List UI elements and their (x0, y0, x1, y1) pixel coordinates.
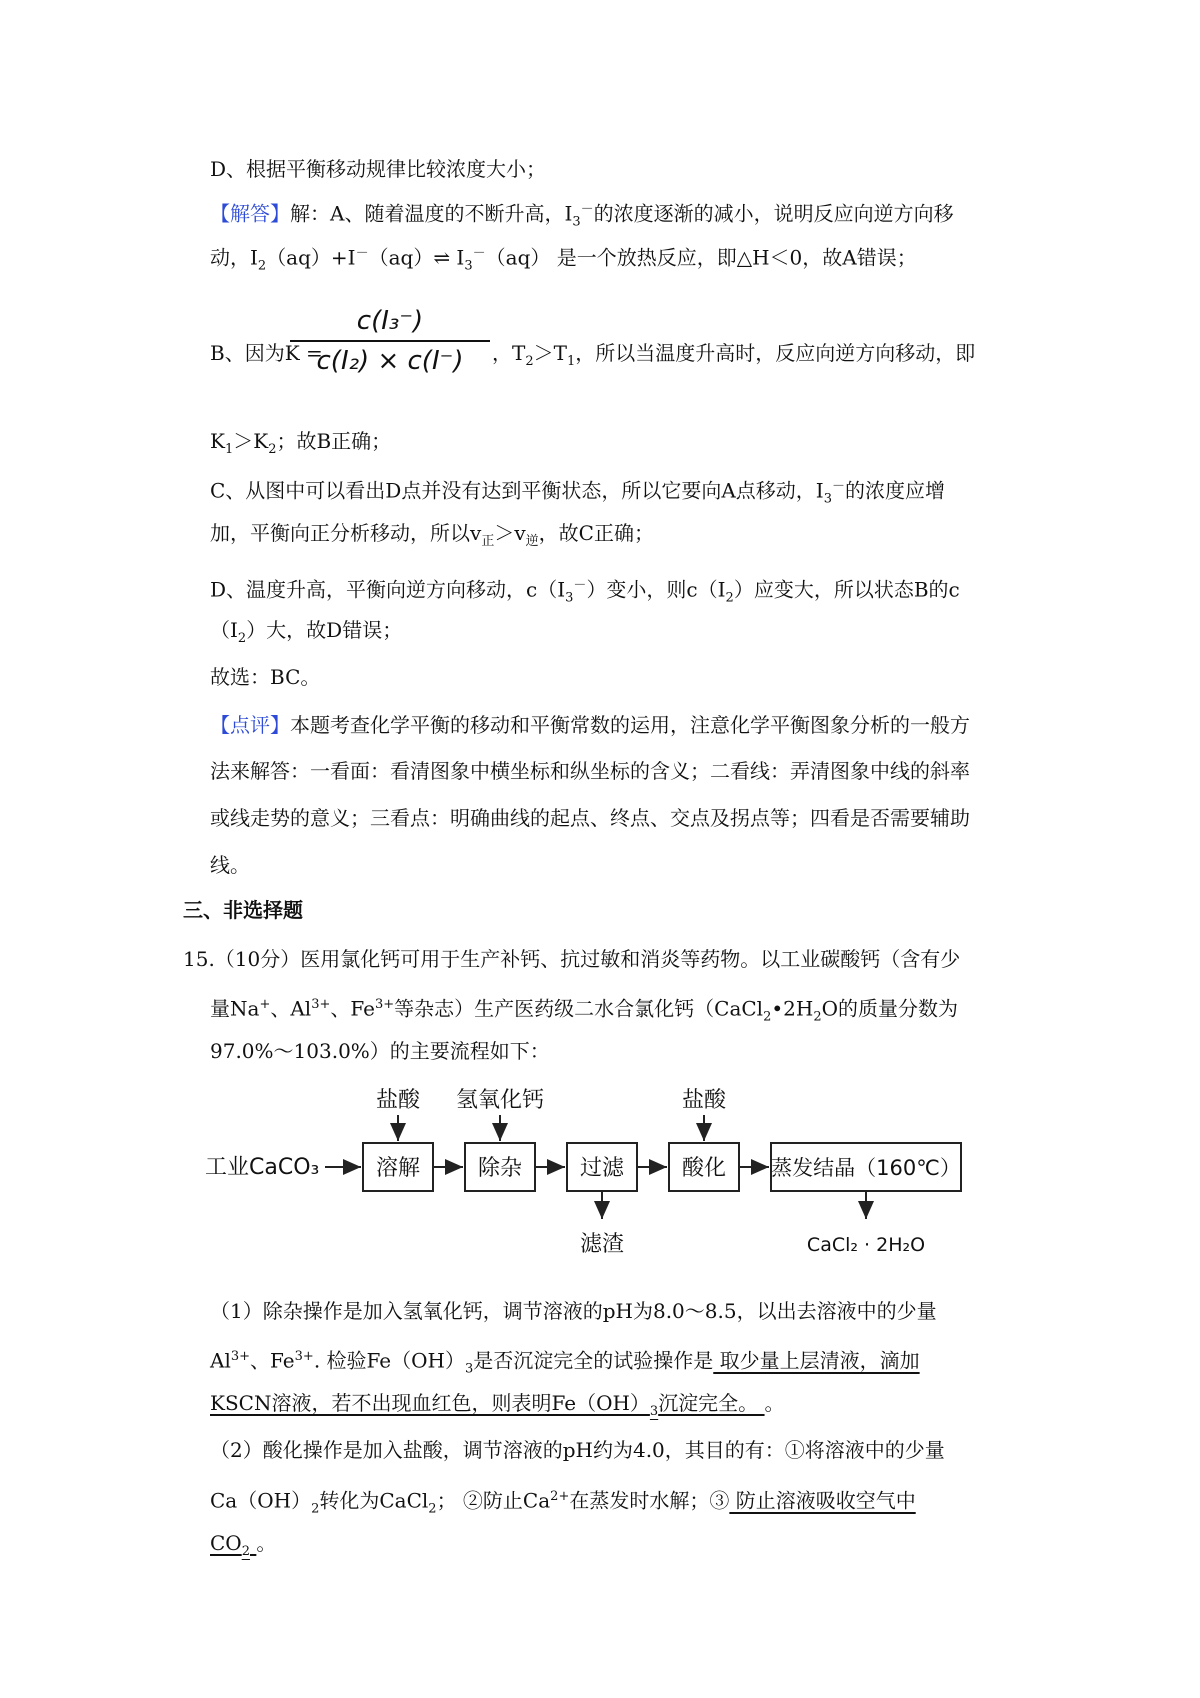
process-flow-diagram (205, 1085, 1005, 1285)
text-line: 【解答】解：A、随着温度的不断升高，$I_3^-$的浓度逐渐的减小，说明反应向逆方向移 (210, 201, 954, 230)
flow-output-residue: 滤渣 (579, 1232, 625, 1257)
flow-input-hcl: 盐酸 (375, 1088, 421, 1113)
text-line: D、根据平衡移动规律比较浓度大小； (210, 157, 547, 181)
answer-label: 【解答】 (210, 201, 290, 226)
flow-input-caoh2: 氢氧化钙 (455, 1088, 545, 1113)
answer-line: KSCN溶液，若不出现血红色，则表明$Fe(OH)_3$沉淀完全。 。 (210, 1391, 785, 1419)
answer-fill-2: 防止溶液吸收空气中 (729, 1488, 916, 1513)
svg-text:过滤: 过滤 (579, 1156, 625, 1181)
equilibrium-constant-fraction: c(I₃⁻) c(I₂) × c(I⁻) (290, 306, 490, 376)
answer-fill-1: 取少量上层清液，滴加 (713, 1348, 920, 1373)
text-line: 故选：BC。 (210, 665, 321, 689)
svg-text:蒸发结晶（160℃）: 蒸发结晶（160℃） (771, 1156, 961, 1180)
flow-input-hcl-2: 盐酸 (681, 1088, 727, 1113)
text-line: $K_1>K_2$；故B正确； (210, 429, 392, 457)
answer-line: $Ca(OH)_2$转化为CaCl$_2$； ②防止$Ca^{2+}$在蒸发时水解；③ 防止溶液吸收空气中 (210, 1488, 916, 1517)
svg-text:除杂: 除杂 (477, 1156, 523, 1181)
answer-line: （1）除杂操作是加入氢氧化钙，调节溶液的pH为8.0～8.5，以出去溶液中的少量 (210, 1299, 937, 1323)
text-line: ，$T_2>T_1$，所以当温度升高时，反应向逆方向移动，即 (492, 341, 976, 369)
svg-text:溶解: 溶解 (375, 1156, 421, 1181)
question-line: 97.0%～103.0%）的主要流程如下： (210, 1039, 550, 1063)
answer-line: （2）酸化操作是加入盐酸，调节溶液的pH约为4.0，其目的有：①将溶液中的少量 (210, 1438, 945, 1462)
svg-text:酸化: 酸化 (681, 1156, 727, 1181)
text-line: 法来解答：一看面：看清图象中横坐标和纵坐标的含义；二看线：弄清图象中线的斜率 (210, 759, 970, 783)
flow-output-product: CaCl₂ · 2H₂O (806, 1234, 926, 1256)
flow-start-label: 工业CaCO₃ (205, 1155, 320, 1180)
text-line: 加，平衡向正分析移动，所以$v_正>v_逆$，故C正确； (210, 521, 654, 549)
answer-fill-2-cont: CO (210, 1531, 242, 1555)
answer-line: $CO_2$ 。 (210, 1531, 277, 1559)
text-line: 线。 (210, 853, 250, 877)
question-line: 15.（10分）医用氯化钙可用于生产补钙、抗过敏和消炎等药物。以工业碳酸钙（含有少 (183, 947, 961, 971)
text-line: C、从图中可以看出D点并没有达到平衡状态，所以它要向A点移动，$I_3^-$的浓度应增 (210, 478, 945, 507)
answer-fill-1-cont: KSCN溶液，若不出现血红色，则表明Fe（OH） (210, 1391, 650, 1415)
text-line: 或线走势的意义；三看点：明确曲线的起点、终点、交点及拐点等；四看是否需要辅助 (210, 806, 970, 830)
text-line: 动，$I_2(aq)+I^-(aq)\rightleftharpoons$ $I_3^-(aq)$ 是一个放热反应，即△H＜0，故A错误； (210, 245, 917, 274)
section-heading: 三、非选择题 (183, 898, 303, 922)
text-line: $(I_2)$大，故D错误； (210, 618, 403, 646)
question-line: 量Na+、$Al^{3+}$、$Fe^{3+}$等杂志）生产医药级二水合氯化钙（$CaCl_2•2H_2O$的质量分数为 (210, 996, 959, 1025)
text-line: D、温度升高，平衡向逆方向移动，$c(I_3^-)$变小，则$c(I_2)$应变大，所以状态B的c (210, 577, 960, 606)
text-line: B、因为K = (210, 341, 323, 365)
text-line: 【点评】本题考查化学平衡的移动和平衡常数的运用，注意化学平衡图象分析的一般方 (210, 713, 970, 737)
answer-line: $Al^{3+}$、$Fe^{3+}$. 检验$Fe(OH)_3$是否沉淀完全的试验操作是 取少量上层清液，滴加 (210, 1348, 920, 1377)
review-label: 【点评】 (210, 713, 290, 737)
